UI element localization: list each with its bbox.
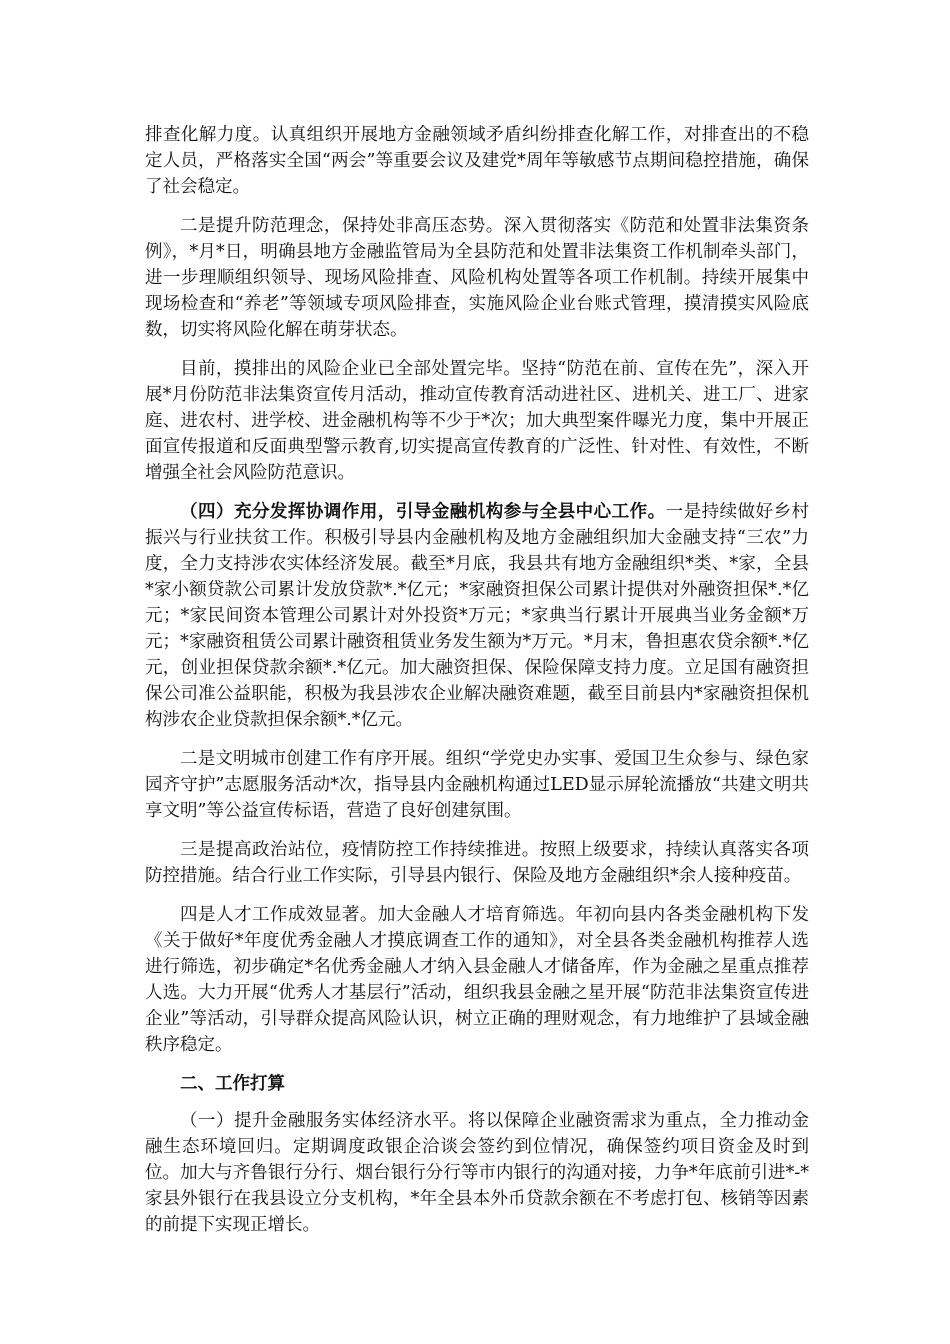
paragraph-coordination-heading: （四）充分发挥协调作用，引导金融机构参与全县中心工作。	[180, 502, 666, 522]
paragraph-risk-enterprises: 目前，摸排出的风险企业已全部处置完毕。坚持“防范在前、宣传在先”，深入开展*月份防范非法集资宣传月活动，推动宣传教育活动进社区、进机关、进工厂、进家庭、进农村、进学校、进金融机构等不少于*次；加大典型案件曝光力度，集中开展正面宣传报道和反面典型警示教育,切实提高宣传教育的广泛性、针对性、有效性，不断增强全社会风险防范意识。	[145, 359, 809, 483]
section-heading-work-plan: 二、工作打算	[180, 1074, 285, 1094]
paragraph-risk-resolution: 排查化解力度。认真组织开展地方金融领域矛盾纠纷排查化解工作，对排查出的不稳定人员，严格落实全国“两会”等重要会议及建党*周年等敏感节点期间稳控措施，确保了社会稳定。	[145, 125, 809, 197]
paragraph-prevention-concept: 二是提升防范理念，保持处非高压态势。深入贯彻落实《防范和处置非法集资条例》，*月*日，明确县地方金融监管局为全县防范和处置非法集资工作机制牵头部门，进一步理顺组织领导、现场风险排查、风险机构处置等各项工作机制。持续开展集中现场检查和“养老”等领域专项风险排查，实施风险企业台账式管理，摸清摸实风险底数，切实将风险化解在萌芽状态。	[145, 216, 809, 340]
paragraph-epidemic-prevention: 三是提高政治站位，疫情防控工作持续推进。按照上级要求，持续认真落实各项防控措施。结合行业工作实际，引导县内银行、保险及地方金融组织*余人接种疫苗。	[145, 840, 809, 886]
paragraph-talent-work: 四是人才工作成效显著。加大金融人才培育筛选。年初向县内各类金融机构下发《关于做好*年度优秀金融人才摸底调查工作的通知》，对全县各类金融机构推荐人选进行筛选，初步确定*名优秀金融人才纳入县金融人才储备库，作为金融之星重点推荐人选。大力开展“优秀人才基层行”活动，组织我县金融之星开展“防范非法集资宣传进企业”等活动，引导群众提高风险认识，树立正确的理财观念，有力地维护了县域金融秩序稳定。	[145, 905, 809, 1055]
paragraph-civilized-city: 二是文明城市创建工作有序开展。组织“学党史办实事、爱国卫生众参与、绿色家园齐守护”志愿服务活动*次，指导县内金融机构通过LED显示屏轮流播放“共建文明共享文明”等公益宣传标语，营造了良好创建氛围。	[145, 749, 809, 821]
paragraph-coordination	[145, 499, 809, 733]
document-page	[145, 122, 809, 1251]
paragraph-coordination-body: 一是持续做好乡村振兴与行业扶贫工作。积极引导县内金融机构及地方金融组织加大金融支持“三农”力度，全力支持涉农实体经济发展。截至*月底，我县共有地方金融组织*类、*家，全县*家小额贷款公司累计发放贷款*.*亿元；*家融资担保公司累计提供对外融资担保*.*亿元；*家民间资本管理公司累计对外投资*万元；*家典当行累计开展典当业务金额*万元；*家融资租赁公司累计融资租赁业务发生额为*万元。*月末，鲁担惠农贷余额*.*亿元，创业担保贷款余额*.*亿元。加大融资担保、保险保障支持力度。立足国有融资担保公司准公益职能，积极为我县涉农企业解决融资难题，截至目前县内*家融资担保机构涉农企业贷款担保余额*.*亿元。	[145, 502, 810, 730]
paragraph-financial-services: （一）提升金融服务实体经济水平。将以保障企业融资需求为重点，全力推动金融生态环境回归。定期调度政银企洽谈会签约到位情况，确保签约项目资金及时到位。加大与齐鲁银行分行、烟台银行分行等市内银行的沟通对接，力争*年底前引进*-*家县外银行在我县设立分支机构，*年全县本外币贷款余额在不考虑打包、核销等因素的前提下实现正增长。	[145, 1111, 809, 1235]
